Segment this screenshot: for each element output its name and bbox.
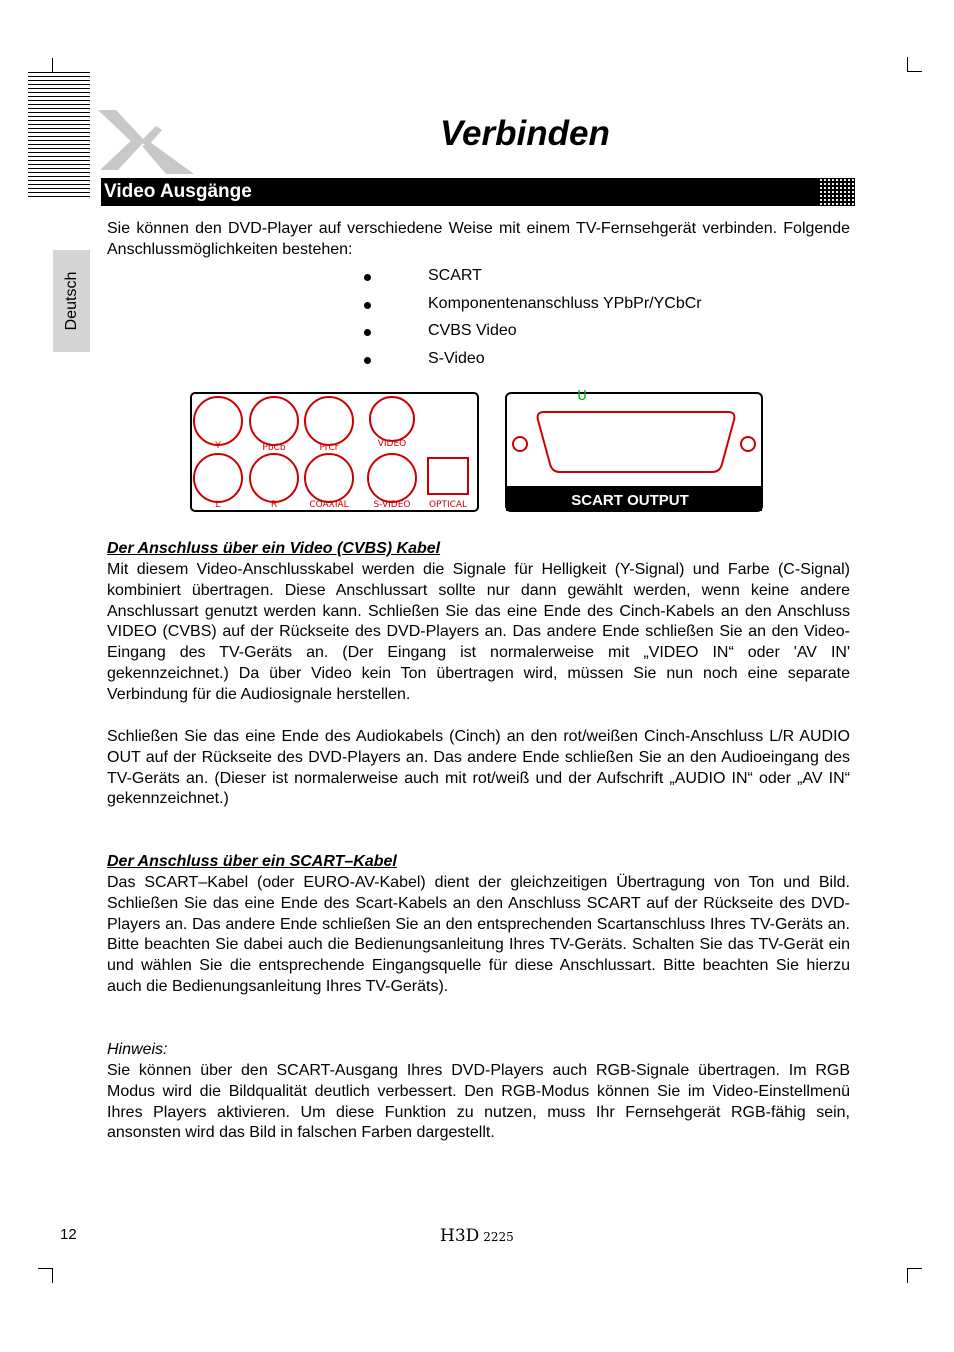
crop-mark-top-left (38, 58, 53, 73)
bullet-dot (364, 329, 371, 336)
bullet-text: S-Video (428, 350, 485, 367)
decorative-stripes (28, 72, 90, 198)
label-s-video: S-VIDEO (373, 500, 411, 510)
crop-mark-bottom-left (38, 1268, 53, 1283)
label-pbcb: PbCb (262, 443, 286, 453)
bullet-text: Komponentenanschluss YPbPr/YCbCr (428, 295, 702, 312)
label-prcr: PrCr (319, 443, 339, 453)
bullet-dot (364, 274, 371, 281)
model-prefix: H3D (440, 1226, 480, 1246)
cvbs-paragraph-1: Mit diesem Video-Anschlusskabel werden die Signale für Helligkeit (Y-Signal) und Farbe (C-Signal) kombiniert übertragen. Diese Anschlussart sollte nur dann gewählt werden, wenn keine andere Anschlussart genutzt werden kann. Schließen Sie das eine Ende des Cinch-Kabels an den Anschluss VIDEO (CVBS) auf der Rückseite des DVD-Players an. Das andere Ende schließen Sie an den Video-Eingang des TV-Geräts an. (Der Eingang ist normalerweise mit „VIDEO IN“ oder 'AV IN' gekennzeichnet.) Da über Video kein Ton übertragen wird, müssen Sie nun noch eine separate Verbindung für die Audiosignale herstellen. (107, 561, 850, 703)
label-video: VIDEO (377, 439, 407, 449)
label-y: Y (215, 441, 221, 451)
page-number: 12 (60, 1226, 77, 1243)
section-header-bar (101, 178, 855, 206)
label-optical: OPTICAL (428, 500, 468, 510)
crop-mark-bottom-right (907, 1268, 922, 1283)
model-footer (440, 1226, 514, 1246)
language-label: Deutsch (62, 271, 80, 331)
intro-paragraph: Sie können den DVD-Player auf verschiedene Weise mit einem TV-Fernsehgerät verbinden. Folgende Anschlussmöglichkeiten bestehen: (107, 220, 850, 258)
model-number: 2225 (483, 1230, 514, 1244)
crop-mark-top-right (907, 57, 922, 72)
connector-panel-diagram (188, 388, 768, 516)
page-title: Verbinden (440, 114, 610, 153)
section-bar-dot-pattern (819, 178, 855, 206)
hint-paragraph: Sie können über den SCART-Ausgang Ihres DVD-Players auch RGB-Signale übertragen. Im RGB Modus wird die Bildqualität deutlich verbessert. Den RGB-Modus können Sie im Video-Einstellmenü Ihres Players aktivieren. Um diese Funktion zu nutzen, muss Ihr Fernsehgerät RGB-fähig sein, ansonsten wird das Bild in falschen Farben dargestellt. (107, 1062, 850, 1142)
scart-mark: U (577, 389, 587, 404)
language-side-tab (53, 250, 90, 352)
brand-x-logo (96, 106, 196, 176)
hint-label: Hinweis: (107, 1041, 168, 1058)
scart-heading: Der Anschluss über ein SCART–Kabel (107, 853, 397, 870)
cvbs-heading: Der Anschluss über ein Video (CVBS) Kabel (107, 540, 441, 557)
section-title: Video Ausgänge (104, 181, 252, 202)
label-l: L (215, 500, 221, 510)
bullet-dot (364, 357, 371, 364)
bullet-dot (364, 302, 371, 309)
scart-output-label: SCART OUTPUT (571, 492, 689, 509)
bullet-text: CVBS Video (428, 322, 517, 339)
label-coaxial: COAXIAL (309, 500, 349, 510)
label-r: R (270, 500, 278, 510)
bullet-text: SCART (428, 267, 482, 284)
cvbs-paragraph-2: Schließen Sie das eine Ende des Audiokabels (Cinch) an den rot/weißen Cinch-Anschluss L/R AUDIO OUT auf der Rückseite des DVD-Players an. Das andere Ende schließen Sie an den Audioeingang des TV-Geräts an. (Dieser ist normalerweise auch mit rot/weiß und der Aufschrift „AUDIO IN“ oder „AV IN“ gekennzeichnet.) (107, 728, 850, 808)
scart-paragraph: Das SCART–Kabel (oder EURO-AV-Kabel) dient der gleichzeitigen Übertragung von Ton und Bild. Schließen Sie das eine Ende des Scart-Kabels an den Anschluss SCART auf der Rückseite des DVD-Players an. Das andere Ende schließen Sie an den entsprechenden Scartanschluss Ihres TV-Geräts an. Bitte beachten Sie dabei auch die Bedienungsanleitung Ihres TV-Geräts. Schalten Sie das TV-Gerät ein und wählen Sie die entsprechende Eingangsquelle für diese Anschlussart. Bitte beachten Sie hierzu auch die Bedienungsanleitung Ihres TV-Geräts). (107, 874, 850, 995)
